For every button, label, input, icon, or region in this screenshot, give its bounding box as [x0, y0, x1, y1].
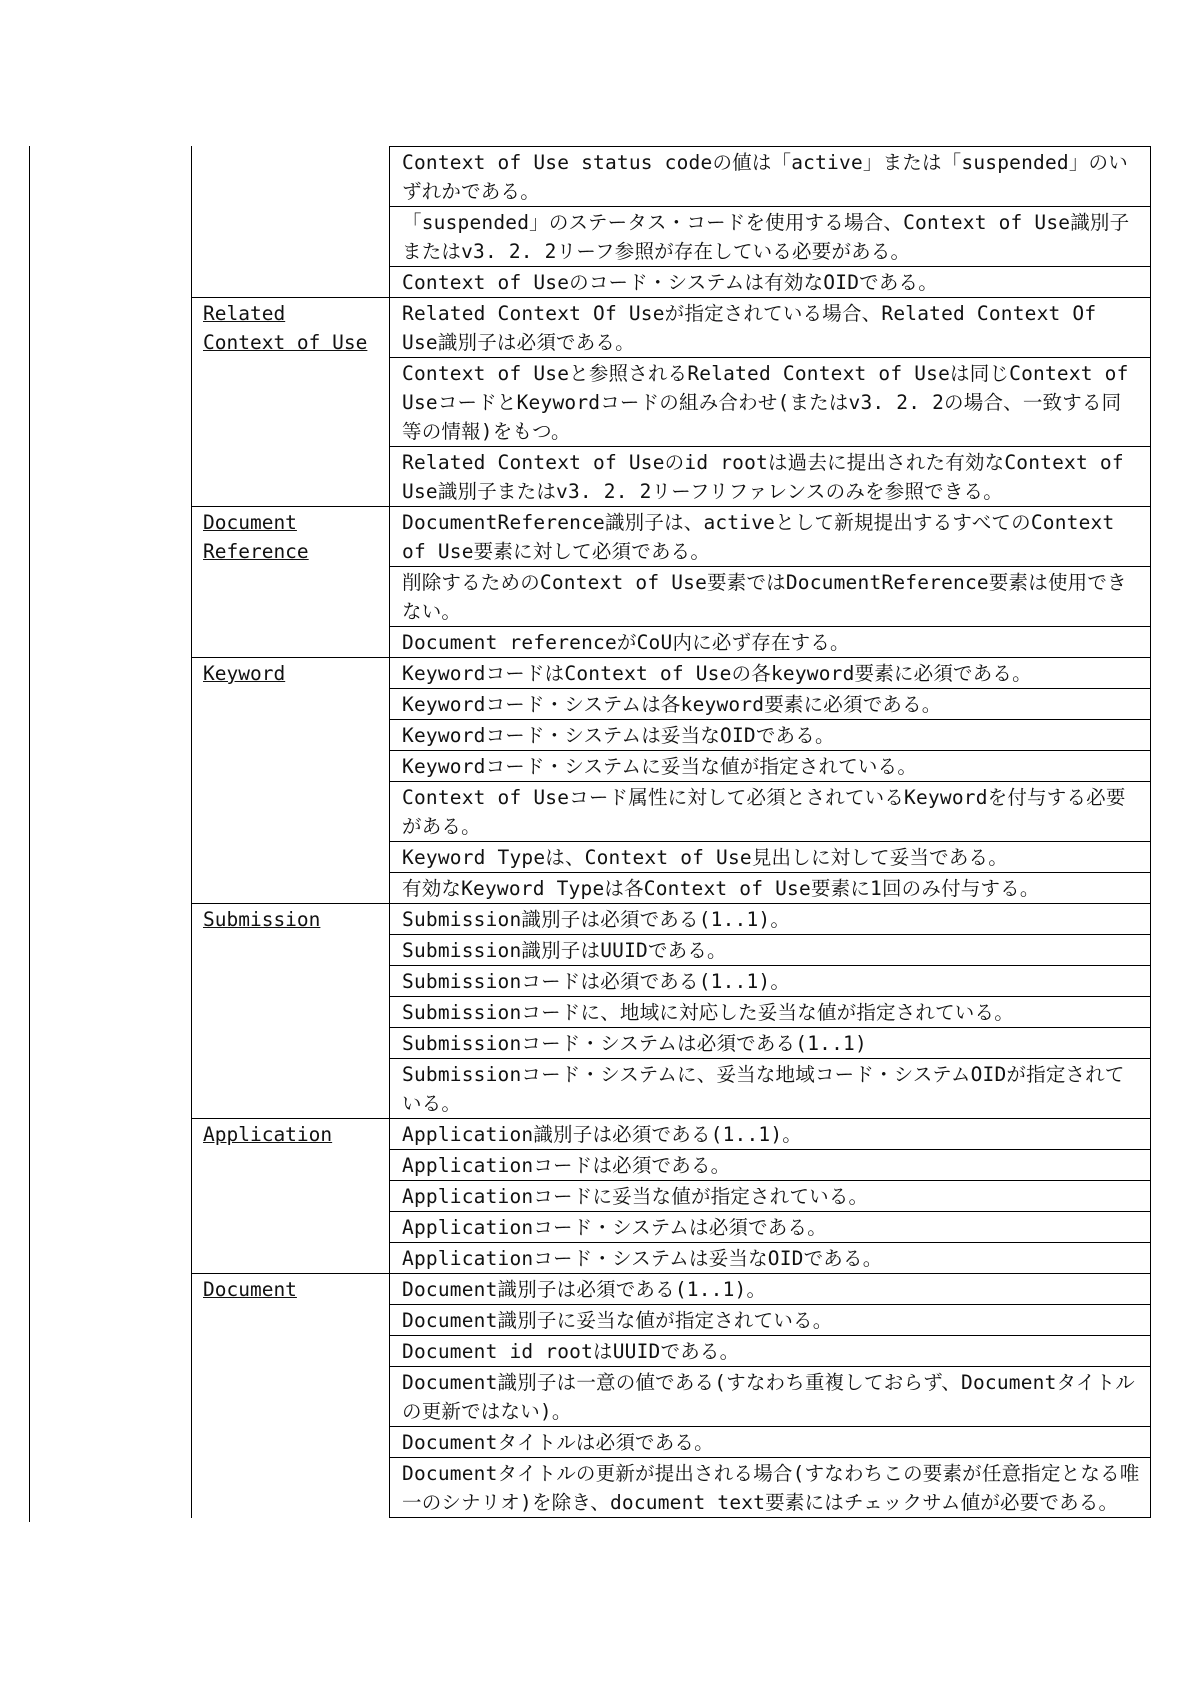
table-row: [191, 298, 1151, 358]
rule-text: Documentタイトルの更新が提出される場合(すなわちこの要素が任意指定となる唯一のシナリオ)を除き、document text要素にはチェックサム値が必要である。: [390, 1458, 1151, 1518]
section-column-line: [191, 146, 192, 1518]
rule-text: Document referenceがCoU内に必ず存在する。: [390, 627, 1151, 658]
section-title: Document: [203, 1278, 297, 1301]
table-row: [191, 1274, 1151, 1305]
rule-text: Related Context of Useのid rootは過去に提出された有効なContext of Use識別子またはv3. 2. 2リーフリファレンスのみを参照できる。: [390, 447, 1151, 507]
rule-text: Related Context Of Useが指定されている場合、Related Context Of Use識別子は必須である。: [390, 298, 1151, 358]
rule-text: 「suspended」のステータス・コードを使用する場合、Context of Use識別子またはv3. 2. 2リーフ参照が存在している必要がある。: [390, 207, 1151, 267]
table-row: [191, 147, 1151, 207]
rule-text: Keywordコード・システムは妥当なOIDである。: [390, 720, 1151, 751]
section-cell: [191, 1119, 390, 1274]
table-row: [191, 658, 1151, 689]
rule-text: Document識別子は必須である(1..1)。: [390, 1274, 1151, 1305]
table-row: [191, 1119, 1151, 1150]
section-title: Related Context of Use: [203, 302, 368, 354]
section-cell: [191, 298, 390, 507]
rule-text: DocumentReference識別子は、activeとして新規提出するすべてのContext of Use要素に対して必須である。: [390, 507, 1151, 567]
rule-text: Submissionコード・システムに、妥当な地域コード・システムOIDが指定されている。: [390, 1059, 1151, 1119]
section-cell: [191, 507, 390, 658]
rule-text: Submissionコードに、地域に対応した妥当な値が指定されている。: [390, 997, 1151, 1028]
rule-text: Context of Use status codeの値は「active」または「suspended」のいずれかである。: [390, 147, 1151, 207]
section-cell: [191, 1274, 390, 1518]
section-title: Submission: [203, 908, 321, 931]
section-cell: [191, 904, 390, 1119]
rule-text: Context of Useと参照されるRelated Context of Useは同じContext of UseコードとKeywordコードの組み合わせ(またはv3. 2. 2の場合、一致する同等の情報)をもつ。: [390, 358, 1151, 447]
table-row: [191, 904, 1151, 935]
section-cell: [191, 147, 390, 298]
rule-text: Documentタイトルは必須である。: [390, 1427, 1151, 1458]
rule-text: 有効なKeyword Typeは各Context of Use要素に1回のみ付与する。: [390, 873, 1151, 904]
section-cell: [191, 658, 390, 904]
section-title: Keyword: [203, 662, 286, 685]
validation-rules-table: [191, 146, 1151, 1518]
rule-text: Submission識別子は必須である(1..1)。: [390, 904, 1151, 935]
rule-text: Context of Useのコード・システムは有効なOIDである。: [390, 267, 1151, 298]
rule-text: Keywordコード・システムは各keyword要素に必須である。: [390, 689, 1151, 720]
rule-text: Submissionコード・システムは必須である(1..1): [390, 1028, 1151, 1059]
rule-text: Keyword Typeは、Context of Use見出しに対して妥当である。: [390, 842, 1151, 873]
table-row: [191, 507, 1151, 567]
rule-text: Context of Useコード属性に対して必須とされているKeywordを付与する必要がある。: [390, 782, 1151, 842]
rule-text: Applicationコード・システムは必須である。: [390, 1212, 1151, 1243]
rule-text: Keywordコード・システムに妥当な値が指定されている。: [390, 751, 1151, 782]
section-title: Document Reference: [203, 511, 309, 563]
rule-text: Submission識別子はUUIDである。: [390, 935, 1151, 966]
rule-text: Document識別子に妥当な値が指定されている。: [390, 1305, 1151, 1336]
rule-text: Applicationコード・システムは妥当なOIDである。: [390, 1243, 1151, 1274]
outer-column-line: [29, 146, 30, 1522]
rules-table-body: [191, 147, 1151, 1518]
rule-text: KeywordコードはContext of Useの各keyword要素に必須である。: [390, 658, 1151, 689]
rule-text: Applicationコードは必須である。: [390, 1150, 1151, 1181]
rule-text: Submissionコードは必須である(1..1)。: [390, 966, 1151, 997]
section-title: Application: [203, 1123, 333, 1146]
rule-text: 削除するためのContext of Use要素ではDocumentReference要素は使用できない。: [390, 567, 1151, 627]
rule-text: Applicationコードに妥当な値が指定されている。: [390, 1181, 1151, 1212]
rule-text: Document識別子は一意の値である(すなわち重複しておらず、Documentタイトルの更新ではない)。: [390, 1367, 1151, 1427]
rule-text: Document id rootはUUIDである。: [390, 1336, 1151, 1367]
rule-text: Application識別子は必須である(1..1)。: [390, 1119, 1151, 1150]
